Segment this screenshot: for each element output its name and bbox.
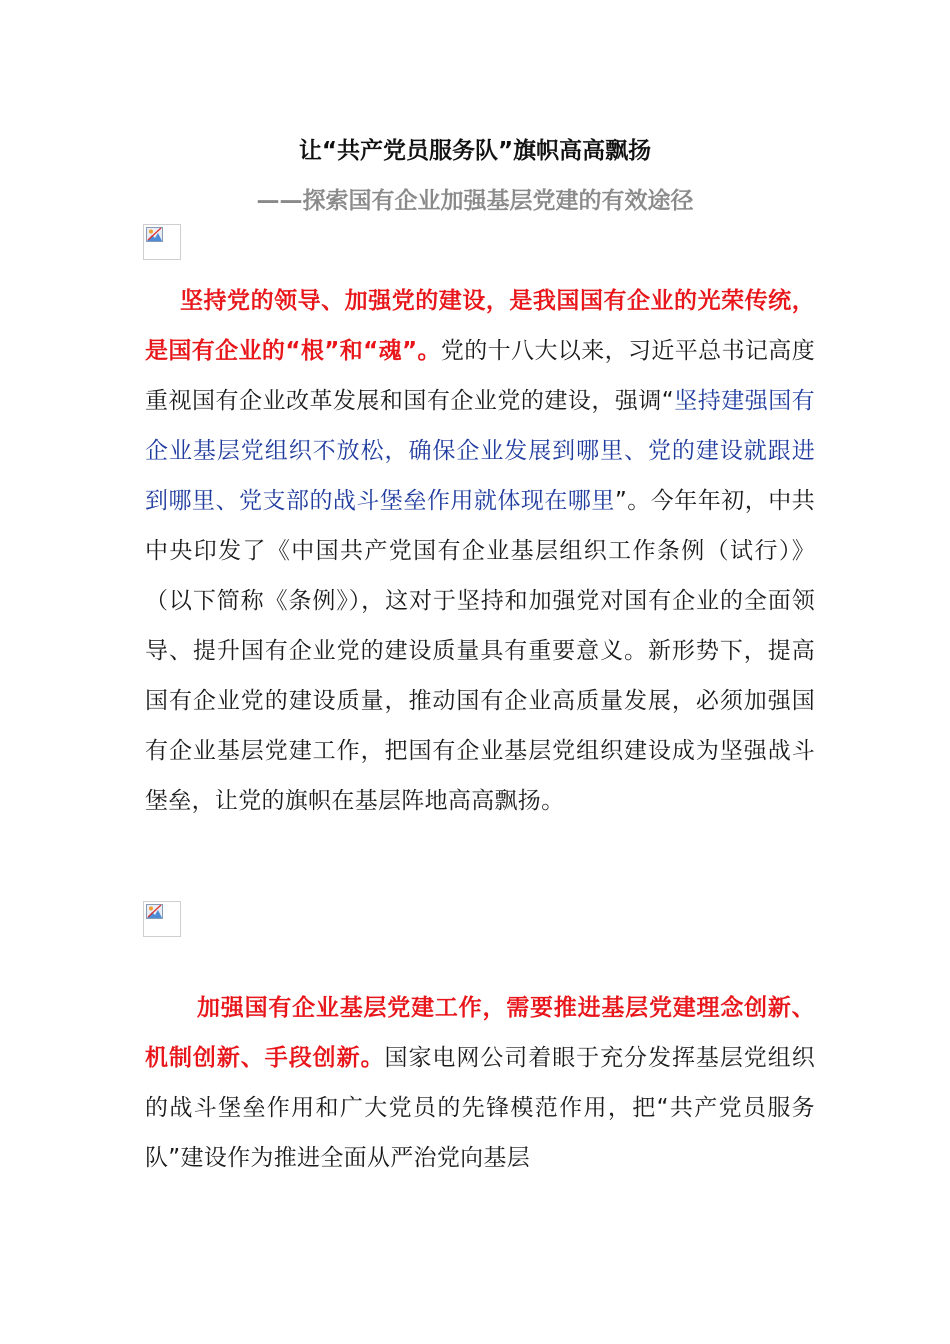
paragraph-2 xyxy=(145,983,815,1183)
image-placeholder xyxy=(143,901,181,937)
paragraph-1-text-before-quote: 党的十八大以来，习近平总书记高度重视国有企业改革发展和国有企业党的建设，强调“ xyxy=(145,338,815,414)
broken-image-icon xyxy=(146,227,163,242)
paragraph-2-lead: 加强国有企业基层党建工作，需要推进基层党建理念创新、机制创新、手段创新。 xyxy=(145,995,815,1071)
paragraph-1-text-after-quote: ”。今年年初，中共中央印发了《中国共产党国有企业基层组织工作条例（试行）》（以下简称《条例》），这对于坚持和加强党对国有企业的全面领导、提升国有企业党的建设质量具有重要意义。新形势下，提高国有企业党的建设质量，推动国有企业高质量发展，必须加强国有企业基层党建工作，把国有企业基层党组织建设成为坚强战斗堡垒，让党的旗帜在基层阵地高高飘扬。 xyxy=(145,488,815,814)
paragraph-1 xyxy=(145,276,815,826)
document-subtitle: ——探索国有企业加强基层党建的有效途径 xyxy=(256,188,694,214)
paragraph-1-quote: 坚持建强国有企业基层党组织不放松，确保企业发展到哪里、党的建设就跟进到哪里、党支部的战斗堡垒作用就体现在哪里 xyxy=(145,388,815,514)
broken-image-icon xyxy=(146,904,163,919)
image-placeholder xyxy=(143,224,181,260)
paragraph-2-text: 国家电网公司着眼于充分发挥基层党组织的战斗堡垒作用和广大党员的先锋模范作用，把“共产党员服务队”建设作为推进全面从严治党向基层 xyxy=(145,1045,816,1171)
document-title: 让“共产党员服务队”旗帜高高飘扬 xyxy=(298,138,652,164)
paragraph-1-lead: 坚持党的领导、加强党的建设，是我国国有企业的光荣传统，是国有企业的“根”和“魂”。 xyxy=(145,288,815,364)
